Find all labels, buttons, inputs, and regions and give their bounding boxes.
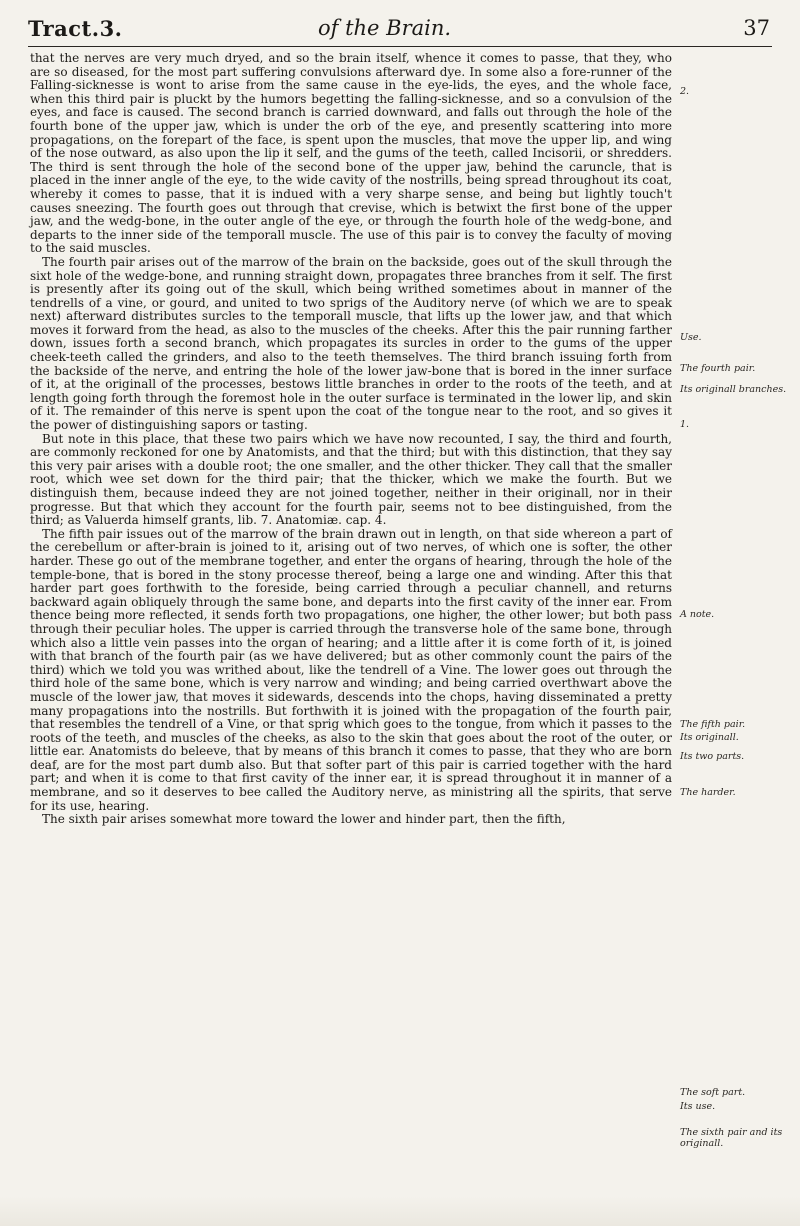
body-text — [30, 52, 672, 827]
margin-note: Its originall. — [680, 732, 739, 743]
margin-note: Its two parts. — [680, 751, 745, 762]
margin-note: Its use. — [680, 1101, 716, 1112]
paragraph: The fourth pair arises out of the marrow of the brain on the backside, goes out of the skull through the sixt hole of the wedge-bone, and running straight down, propagates three branches from it self. The first is presently after its going out of the skull, which being writhed sometimes about in manner of the tendrells of a vine, or gourd, and united to two sprigs of the Auditory nerve (of which we are to speak next) afterward distributes surcles to the temporall muscle, that lifts up the lower jaw, and that which moves it forward from the head, as also to the muscles of the cheeks. After this the pair running farther down, issues forth a second branch, which propagates its surcles in order to the gums of the upper cheek-teeth called the grinders, and also to the teeth themselves. The third branch issuing forth from the backside of the nerve, and entring the hole of the lower jaw-bone that is bored in the inner surface of it, at the originall of the processes, bestows little branches in order to the roots of the teeth, and at length going forth through the foremost hole in the outer surface is terminated in the lower lip, and skin of it. The remainder of this nerve is spent upon the coat of the tongue near to the root, and so gives it the power of distinguishing sapors or tasting. — [30, 254, 672, 433]
margin-note: The fourth pair. — [680, 363, 756, 374]
paragraph: But note in this place, that these two pairs which we have now recounted, I say, the third and fourth, are commonly reckoned for one by Anatomists, and that the third; but with this distinction, that they say this very pair arises with a double root; the one smaller, and the other thicker. They call that the smaller root, which wee set down for the third pair; that the thicker, which we make the fourth. But we distinguish them, because indeed they are not joined together, neither in their originall, nor in their progresse. But that which they account for the fourth pair, seems not to bee distinguished, from the third; as Valuerda himself grants, lib. 7. Anatomiæ. cap. 4. — [30, 431, 672, 528]
paragraph: The sixth pair arises somewhat more toward the lower and hinder part, then the fifth, — [42, 812, 566, 827]
paragraph: that the nerves are very much dryed, and so the brain itself, whence it comes to passe, that they, who are so diseased, for the most part suffering convulsions afterward dye. In some also a fore-runner of the Falling-sicknesse is wont to arise from the same cause in the eye-lids, the eyes, and the whole face, when this third pair is pluckt by the humors begetting the falling-sicknesse, and so a convulsion of the eyes, and face is caused. The second branch is carried downward, and falls out through the hole of the fourth bone of the upper jaw, which is under the orb of the eye, and presently scattering into more propagations, on the forepart of the face, is spent upon the muscles, that move the upper lip, and wing of the nose outward, as also upon the lip it self, and the gums of the teeth, called Incisorii, or shredders. The third is sent through the hole of the second bone of the upper jaw, behind the caruncle, that is placed in the inner angle of the eye, to the wide cavity of the nostrills, being spread throughout its coat, whereby it comes to passe, that it is indued with a very sharpe sense, and being but lightly touch't causes sneezing. The fourth goes out through that crevise, which is betwixt the first bone of the upper jaw, and the wedg-bone, in the outer angle of the eye, or through the fourth hole of the wedg-bone, and departs to the inner side of the temporall muscle. The use of this pair is to convey the faculty of moving to the said muscles. — [30, 51, 672, 256]
page-bottom — [0, 1196, 800, 1226]
margin-note: The fifth pair. — [680, 719, 746, 730]
paragraph: The fifth pair issues out of the marrow of the brain drawn out in length, on that side whereon a part of the cerebellum or after-brain is joined to it, arising out of two nerves, of which one is softer, the other harder. These go out of the membrane together, and enter the organs of hearing, through the hole of the temple-bone, that is bored in the stony processe thereof, being a large one and winding. After this that harder part goes forthwith to the foreside, being carried through a peculiar channell, and returns backward again obliquely through the same bone, and departs into the first cavity of the inner ear. From thence being more reflected, it sends forth two propagations, one higher, the other lower; but both pass through their peculiar holes. The upper is carried through the transverse hole of the same bone, through which also a little vein passes into the organ of hearing; and a little after it is come forth of it, is joined with that branch of the fourth pair (as we have delivered; but as other commonly count the pairs of the third) which we told you was writhed about, like the tendrell of a Vine. The lower goes out through the third hole of the same bone, which is very narrow and winding; and being carried overthwart above the muscle of the lower jaw, that moves it sidewards, descends into the chops, having disseminated a pretty many propagations into the nostrills. But forthwith it is joined with the propagation of the fourth pair, that resembles the tendrell of a Vine, or that sprig which goes to the tongue, from which it passes to the roots of the teeth, and muscles of the cheeks, as also to the skin that goes about the root of the outer, or little ear. Anatomists do beleeve, that by means of this branch it comes to passe, that they who are born deaf, are for the most part dumb also. But that softer part of this pair is carried together with the hard part; and when it is come to that first cavity of the inner ear, it is spread throughout it in manner of a membrane, and so it deserves to bee called the Auditory nerve, as ministring all the spirits, that serve for its use, hearing. — [30, 526, 672, 813]
tract-label: Tract.3. — [28, 16, 123, 41]
margin-note: The soft part. — [680, 1087, 746, 1098]
page-number: 37 — [743, 16, 770, 40]
margin-note: 1. — [680, 419, 690, 430]
margin-note: The sixth pair and its originall. — [680, 1127, 783, 1149]
margin-note: A note. — [680, 609, 715, 620]
margin-note: Its originall branches. — [680, 384, 787, 395]
margin-note: Use. — [680, 332, 702, 343]
margin-note: 2. — [680, 86, 690, 97]
running-header — [28, 14, 772, 47]
chapter-title: of the Brain. — [318, 16, 452, 40]
margin-note: The harder. — [680, 787, 736, 798]
